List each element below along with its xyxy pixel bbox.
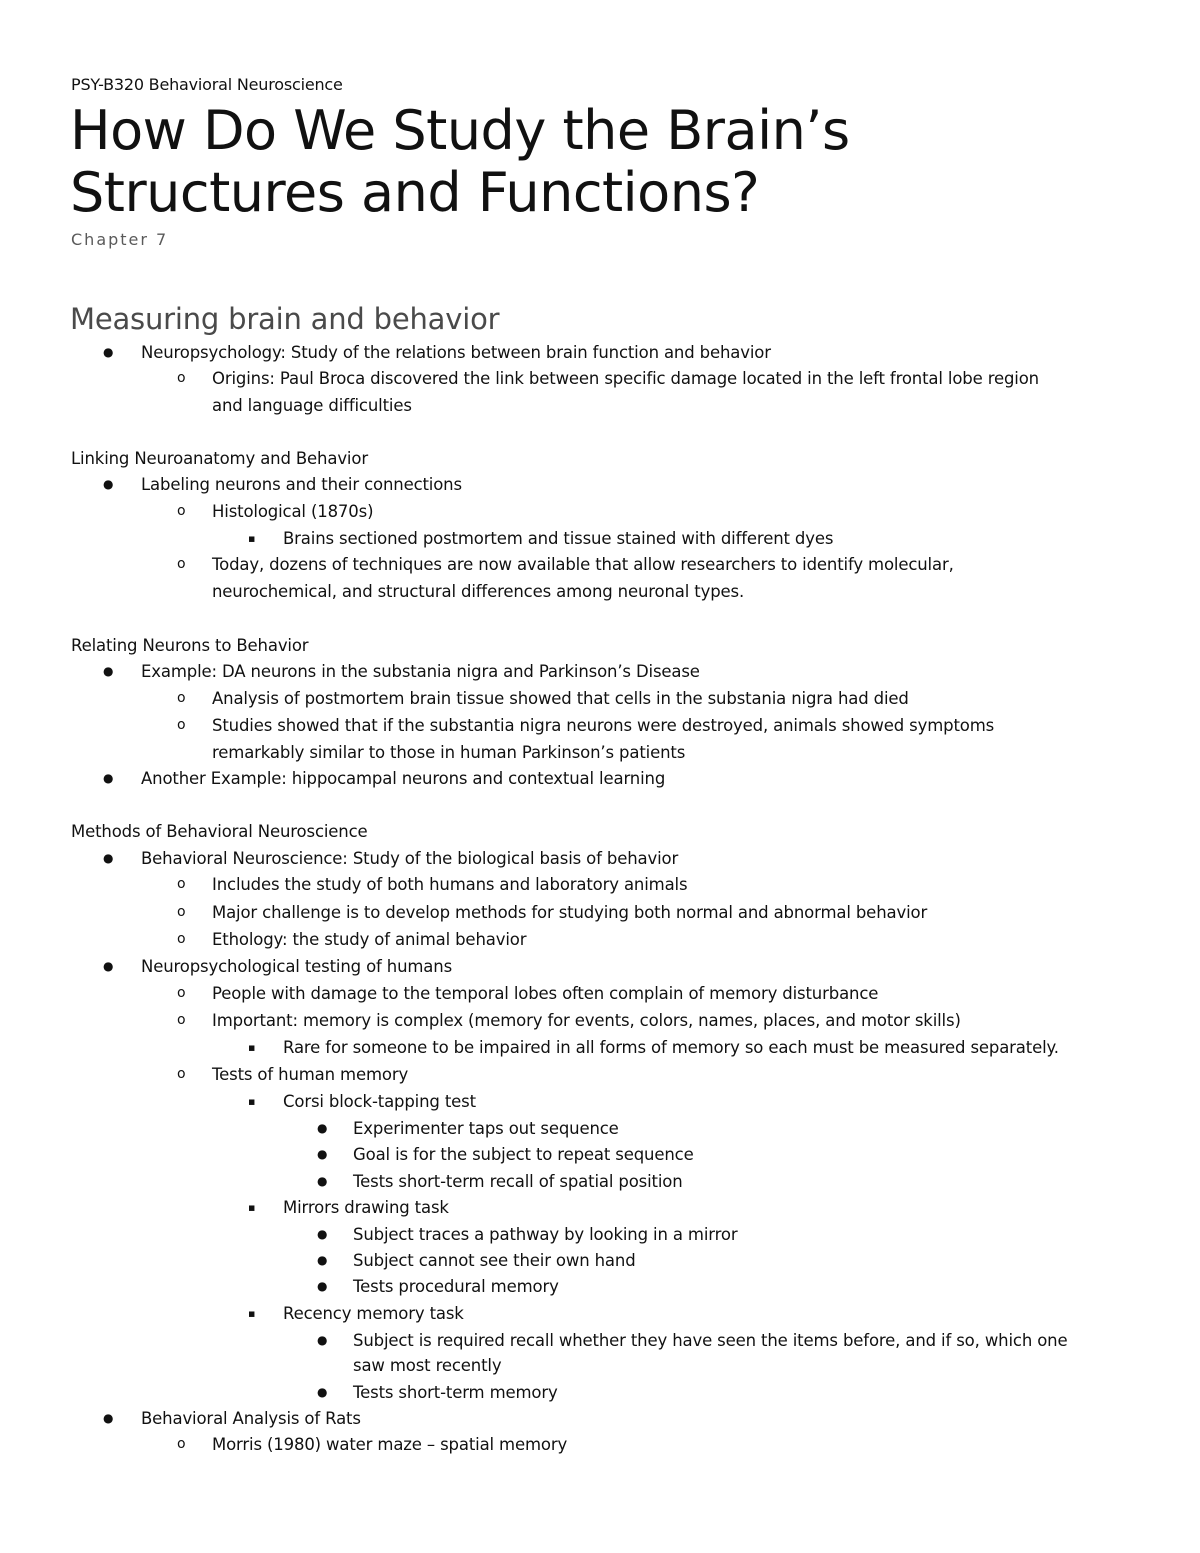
- list-item: Tests short-term recall of spatial position: [353, 1172, 683, 1191]
- bullet-marker: ▪: [248, 532, 256, 545]
- list-item: Another Example: hippocampal neurons and contextual learning: [141, 769, 666, 788]
- bullet-marker: ●: [317, 1253, 328, 1267]
- list-item: Tests procedural memory: [353, 1277, 559, 1296]
- list-item-continuation: remarkably similar to those in human Parkinson’s patients: [212, 743, 686, 762]
- bullet-marker: o: [177, 1066, 186, 1082]
- chapter-subtitle: Chapter 7: [71, 230, 169, 249]
- bullet-marker: o: [177, 876, 186, 892]
- bullet-marker: ●: [103, 345, 114, 359]
- section-heading: Measuring brain and behavior: [70, 302, 500, 336]
- list-item: Subject traces a pathway by looking in a mirror: [353, 1225, 738, 1244]
- list-item: Today, dozens of techniques are now available that allow researchers to identify molecular,: [212, 555, 954, 574]
- list-item: People with damage to the temporal lobes often complain of memory disturbance: [212, 984, 879, 1003]
- list-item: Recency memory task: [283, 1304, 464, 1323]
- bullet-marker: o: [177, 985, 186, 1001]
- bullet-marker: ●: [103, 851, 114, 865]
- list-item: Labeling neurons and their connections: [141, 475, 462, 494]
- subsection-heading: Linking Neuroanatomy and Behavior: [71, 449, 368, 468]
- list-item: Subject is required recall whether they have seen the items before, and if so, which one: [353, 1331, 1068, 1350]
- list-item: Subject cannot see their own hand: [353, 1251, 636, 1270]
- bullet-marker: ●: [317, 1333, 328, 1347]
- list-item: Studies showed that if the substantia nigra neurons were destroyed, animals showed symptoms: [212, 716, 995, 735]
- list-item: Histological (1870s): [212, 502, 374, 521]
- bullet-marker: ●: [317, 1121, 328, 1135]
- subsection-heading: Relating Neurons to Behavior: [71, 636, 309, 655]
- list-item: Behavioral Neuroscience: Study of the biological basis of behavior: [141, 849, 679, 868]
- list-item: Mirrors drawing task: [283, 1198, 449, 1217]
- bullet-marker: ●: [317, 1174, 328, 1188]
- list-item: Important: memory is complex (memory for events, colors, names, places, and motor skills): [212, 1011, 961, 1030]
- list-item: Includes the study of both humans and laboratory animals: [212, 875, 688, 894]
- bullet-marker: o: [177, 503, 186, 519]
- list-item: Major challenge is to develop methods for studying both normal and abnormal behavior: [212, 903, 928, 922]
- course-label: PSY-B320 Behavioral Neuroscience: [71, 75, 343, 94]
- page-title: How Do We Study the Brain’s Structures and Functions?: [70, 99, 850, 224]
- list-item: Experimenter taps out sequence: [353, 1119, 619, 1138]
- list-item: Origins: Paul Broca discovered the link between specific damage located in the left frontal lobe region: [212, 369, 1039, 388]
- list-item: Example: DA neurons in the substania nigra and Parkinson’s Disease: [141, 662, 700, 681]
- list-item: Rare for someone to be impaired in all forms of memory so each must be measured separately.: [283, 1038, 1059, 1057]
- bullet-marker: ●: [103, 1411, 114, 1425]
- list-item: Ethology: the study of animal behavior: [212, 930, 527, 949]
- list-item: Neuropsychological testing of humans: [141, 957, 453, 976]
- list-item-continuation: and language difficulties: [212, 396, 412, 415]
- bullet-marker: o: [177, 904, 186, 920]
- bullet-marker: o: [177, 931, 186, 947]
- bullet-marker: o: [177, 556, 186, 572]
- list-item: Goal is for the subject to repeat sequence: [353, 1145, 694, 1164]
- bullet-marker: ▪: [248, 1307, 256, 1320]
- list-item: Neuropsychology: Study of the relations between brain function and behavior: [141, 343, 771, 362]
- bullet-marker: o: [177, 1012, 186, 1028]
- bullet-marker: ▪: [248, 1201, 256, 1214]
- list-item: Tests short-term memory: [353, 1383, 558, 1402]
- bullet-marker: ●: [103, 771, 114, 785]
- list-item: Morris (1980) water maze – spatial memory: [212, 1435, 568, 1454]
- bullet-marker: ●: [317, 1227, 328, 1241]
- bullet-marker: ●: [317, 1147, 328, 1161]
- list-item: Analysis of postmortem brain tissue showed that cells in the substania nigra had died: [212, 689, 909, 708]
- bullet-marker: ●: [103, 959, 114, 973]
- subsection-heading: Methods of Behavioral Neuroscience: [71, 822, 368, 841]
- bullet-marker: ●: [103, 664, 114, 678]
- list-item: Tests of human memory: [212, 1065, 409, 1084]
- list-item: Brains sectioned postmortem and tissue stained with different dyes: [283, 529, 834, 548]
- bullet-marker: o: [177, 1436, 186, 1452]
- list-item: Behavioral Analysis of Rats: [141, 1409, 361, 1428]
- bullet-marker: ●: [317, 1279, 328, 1293]
- bullet-marker: ●: [317, 1385, 328, 1399]
- bullet-marker: o: [177, 717, 186, 733]
- bullet-marker: ●: [103, 477, 114, 491]
- bullet-marker: o: [177, 370, 186, 386]
- bullet-marker: o: [177, 690, 186, 706]
- bullet-marker: ▪: [248, 1041, 256, 1054]
- list-item: Corsi block-tapping test: [283, 1092, 476, 1111]
- list-item-continuation: saw most recently: [353, 1356, 502, 1375]
- bullet-marker: ▪: [248, 1095, 256, 1108]
- list-item-continuation: neurochemical, and structural differences among neuronal types.: [212, 582, 745, 601]
